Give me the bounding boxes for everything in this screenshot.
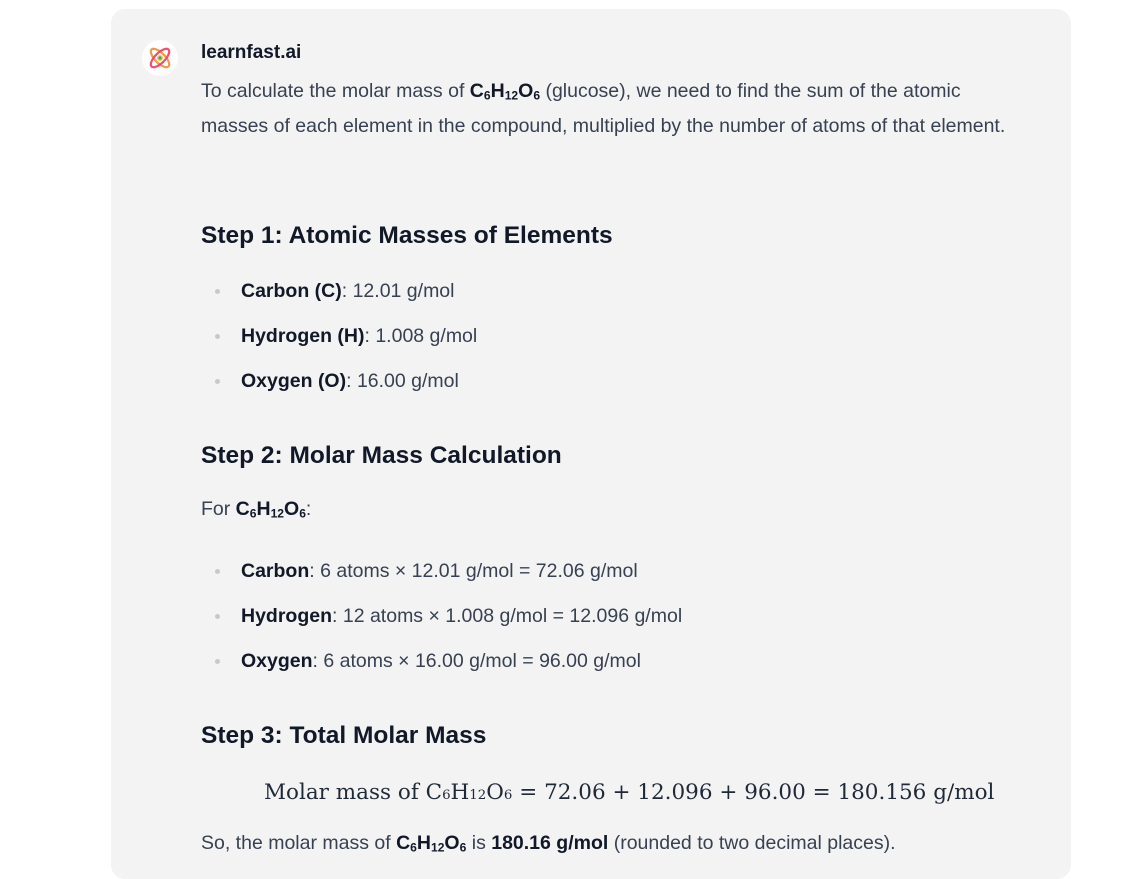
- list-item: Carbon: 6 atoms × 12.01 g/mol = 72.06 g/mol: [201, 554, 1021, 599]
- intro-text-before: To calculate the molar mass of: [201, 80, 470, 102]
- step2-for-line: For $C_6H_{12}O_6$:: [201, 498, 312, 521]
- step1-heading: Step 1: Atomic Masses of Elements: [201, 222, 613, 249]
- formula-glucose: $C_6H_{12}O_6$: [396, 832, 467, 855]
- list-item: Hydrogen: 12 atoms × 1.008 g/mol = 12.096 g/mol: [201, 599, 1021, 644]
- assistant-avatar: [142, 40, 178, 76]
- list-item: Oxygen (O): 16.00 g/mol: [201, 364, 1021, 409]
- molar-mass-result: 180.16 g/mol: [491, 832, 609, 854]
- bullet-dot: [215, 614, 220, 619]
- conclusion-paragraph: So, the molar mass of $C_6H_{12}O_6$ is 180.16 g/mol (rounded to two decimal places).: [201, 832, 896, 855]
- bullet-dot: [215, 569, 220, 574]
- list-item: Carbon (C): 12.01 g/mol: [201, 274, 1021, 319]
- bullet-dot: [215, 659, 220, 664]
- message-content: [201, 74, 1021, 855]
- assistant-name: learnfast.ai: [201, 42, 302, 63]
- step3-heading: Step 3: Total Molar Mass: [201, 722, 487, 749]
- bullet-dot: [215, 379, 220, 384]
- list-item: Hydrogen (H): 1.008 g/mol: [201, 319, 1021, 364]
- bullet-dot: [215, 334, 220, 339]
- molar-mass-equation: Molar mass of C6H12O6 = 72.06 + 12.096 + 96.00 = 180.156 g/mol: [264, 780, 995, 805]
- step2-list: [201, 554, 1021, 689]
- list-item: Oxygen: 6 atoms × 16.00 g/mol = 96.00 g/mol: [201, 644, 1021, 689]
- intro-text-after: (glucose), we need to find the sum of the atomic masses of each element in the compound, multiplied by the number of atoms of that element.: [201, 80, 1006, 137]
- step1-list: [201, 274, 1021, 409]
- formula-glucose: $C_6H_{12}O_6$: [469, 80, 541, 103]
- step2-heading: Step 2: Molar Mass Calculation: [201, 442, 562, 469]
- formula-glucose: $C_6H_{12}O_6$: [235, 498, 306, 521]
- atom-icon: [145, 43, 175, 73]
- bullet-dot: [215, 289, 220, 294]
- intro-paragraph: [201, 74, 1021, 144]
